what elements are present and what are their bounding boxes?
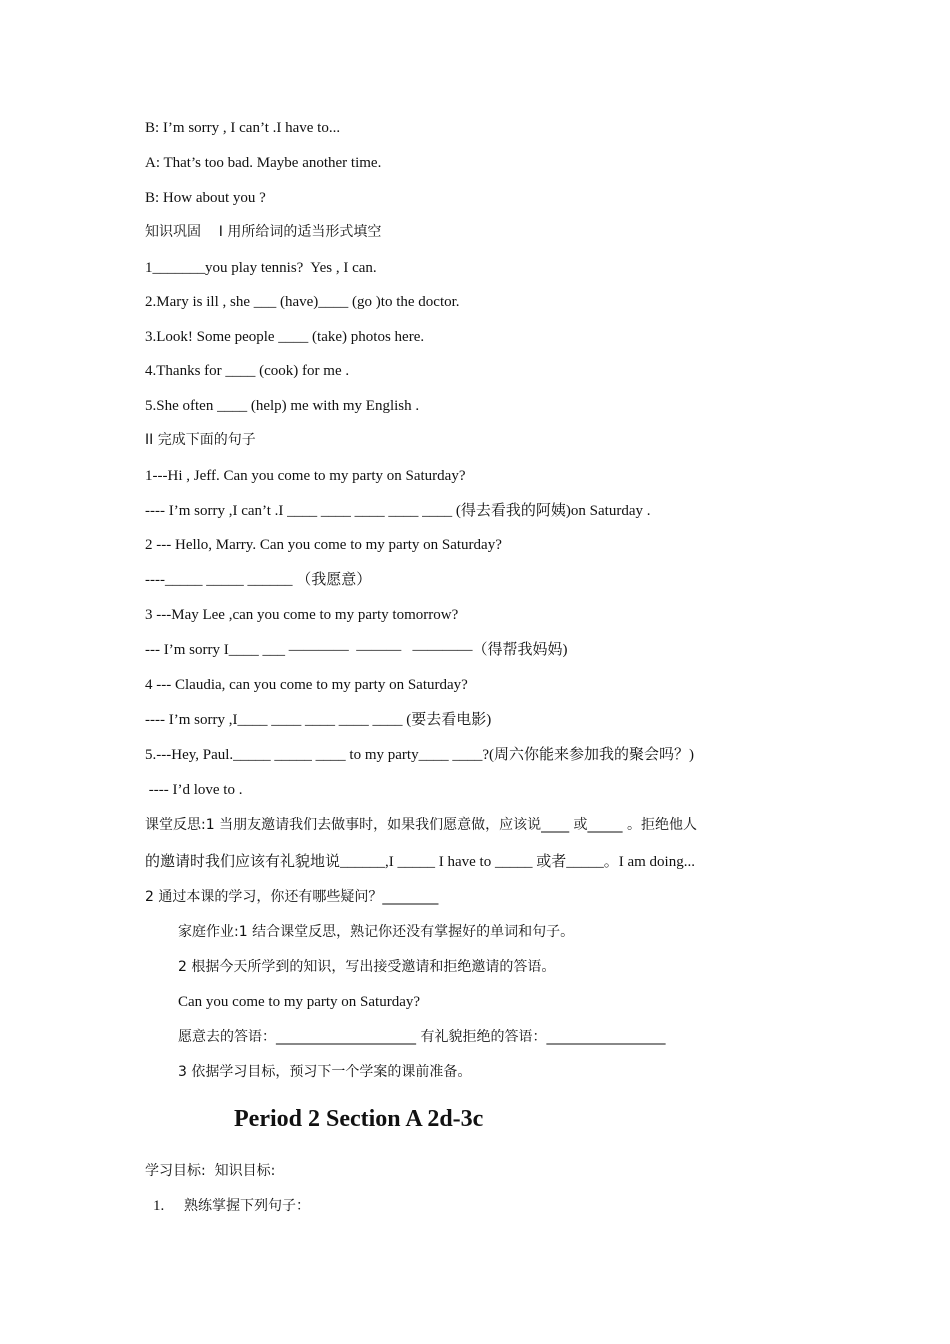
homework-line-1: 家庭作业:1 结合课堂反思，熟记你还没有掌握好的单词和句子。: [178, 924, 575, 940]
complete-line-6: --- I’m sorry I____ ___ ———— ——— ————（得帮我妈妈): [145, 642, 568, 658]
reflection-line-2: 的邀请时我们应该有礼貌地说______,I _____ I have to _____ 或者_____。I am doing...: [145, 854, 695, 870]
complete-line-10: ---- I’d love to .: [145, 782, 243, 798]
complete-line-3: 2 --- Hello, Marry. Can you come to my party on Saturday?: [145, 537, 502, 553]
exercise-item-3: 3.Look! Some people ____ (take) photos here.: [145, 329, 425, 345]
exercise-item-4: 4.Thanks for ____ (cook) for me .: [145, 363, 350, 379]
reflection-line-1: 课堂反思:1 当朋友邀请我们去做事时，如果我们愿意做，应该说____ 或_____ 。拒绝他人: [145, 817, 697, 833]
complete-line-2: ---- I’m sorry ,I can’t .I ____ ____ ____ ____ ____ (得去看我的阿姨)on Saturday .: [145, 503, 651, 519]
dialogue-line-a-too-bad: A: That’s too bad. Maybe another time.: [145, 155, 382, 171]
complete-line-4: ----_____ _____ ______ （我愿意）: [145, 572, 372, 588]
exercise-item-5: 5.She often ____ (help) me with my English .: [145, 398, 420, 414]
dialogue-line-b-how-about: B: How about you ?: [145, 190, 266, 206]
homework-line-4: 愿意去的答语：____________________ 有礼貌拒绝的答语：_________________: [178, 1029, 666, 1045]
homework-line-2: 2 根据今天所学到的知识，写出接受邀请和拒绝邀请的答语。: [178, 959, 556, 975]
complete-title: II 完成下面的句子: [145, 432, 256, 448]
complete-line-9: 5.---Hey, Paul._____ _____ ____ to my party____ ____?(周六你能来参加我的聚会吗？): [145, 747, 694, 763]
goal-item-text: 熟练掌握下列句子：: [184, 1198, 310, 1214]
learning-goals: 学习目标: 知识目标:: [145, 1163, 276, 1179]
dialogue-line-b-sorry: B: I’m sorry , I can’t .I have to...: [145, 120, 341, 136]
exercise-item-1: 1_______you play tennis? Yes , I can.: [145, 260, 377, 276]
complete-line-5: 3 ---May Lee ,can you come to my party tomorrow?: [145, 607, 459, 623]
homework-line-3: Can you come to my party on Saturday?: [178, 994, 421, 1010]
complete-line-1: 1---Hi , Jeff. Can you come to my party on Saturday?: [145, 468, 466, 484]
goal-item-number: 1.: [153, 1198, 165, 1214]
complete-line-7: 4 --- Claudia, can you come to my party on Saturday?: [145, 677, 468, 693]
section-heading: Period 2 Section A 2d-3c: [234, 1106, 484, 1132]
reflection-line-3: 2 通过本课的学习，你还有哪些疑问？________: [145, 889, 439, 905]
consolidation-title: 知识巩固 I 用所给词的适当形式填空: [145, 224, 382, 240]
complete-line-8: ---- I’m sorry ,I____ ____ ____ ____ ____ (要去看电影): [145, 712, 492, 728]
exercise-item-2: 2.Mary is ill , she ___ (have)____ (go )to the doctor.: [145, 294, 460, 310]
homework-line-5: 3 依据学习目标，预习下一个学案的课前准备。: [178, 1064, 472, 1080]
